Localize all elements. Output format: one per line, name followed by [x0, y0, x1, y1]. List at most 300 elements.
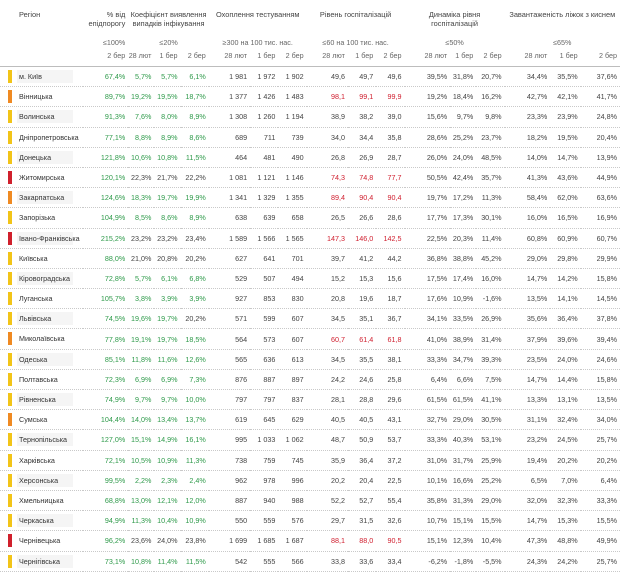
hosp-value: 41,2	[348, 248, 376, 268]
hosp-value: 33,4	[376, 551, 404, 571]
table-row	[0, 87, 620, 107]
hosp-value: 90,4	[376, 188, 404, 208]
test-value: 689	[209, 127, 250, 147]
date-header-dyn-2: 2 бер	[476, 52, 504, 67]
coef-value: 18,7%	[181, 87, 209, 107]
dyn-value: 6,6%	[450, 369, 476, 389]
hosp-value: 28,8	[348, 390, 376, 410]
coef-value: 10,9%	[181, 511, 209, 531]
region-cell	[0, 349, 83, 369]
hosp-value: 31,5	[348, 511, 376, 531]
coef-value: 7,3%	[181, 369, 209, 389]
hosp-value: 40,5	[307, 410, 348, 430]
region-name: Чернігівська	[17, 555, 73, 568]
dyn-value: 29,0%	[450, 410, 476, 430]
status-marker	[8, 474, 12, 487]
dyn-value: -6,2%	[405, 551, 451, 571]
hosp-value: 142,5	[376, 228, 404, 248]
test-value: 759	[250, 450, 278, 470]
hosp-value: 38,2	[348, 107, 376, 127]
region-cell	[0, 369, 83, 389]
test-value: 797	[250, 390, 278, 410]
region-name: Одеська	[17, 353, 73, 366]
status-marker	[8, 252, 12, 265]
hosp-value: 15,6	[376, 268, 404, 288]
oxy-value: 48,8%	[550, 531, 580, 551]
hosp-value: 18,7	[376, 289, 404, 309]
test-value: 1 355	[278, 188, 306, 208]
hosp-value: 34,5	[307, 309, 348, 329]
epi-value: 85,1%	[83, 349, 129, 369]
dyn-value: 25,9%	[476, 450, 504, 470]
table-row	[0, 309, 620, 329]
coef-value: 23,2%	[128, 228, 154, 248]
oxy-condition: ≤65%	[553, 38, 572, 47]
hosp-value: 28,7	[376, 147, 404, 167]
region-cell	[0, 228, 83, 248]
dyn-value: 41,0%	[405, 329, 451, 349]
dyn-value: 9,8%	[476, 107, 504, 127]
hosp-value: 77,7	[376, 167, 404, 187]
coef-value: 16,1%	[181, 430, 209, 450]
status-marker	[8, 292, 12, 305]
coef-value: 10,5%	[128, 450, 154, 470]
dyn-value: 31,0%	[405, 450, 451, 470]
region-cell	[0, 248, 83, 268]
region-name: Полтавська	[19, 374, 58, 384]
oxy-value: 35,6%	[505, 309, 551, 329]
table-row	[0, 490, 620, 510]
test-value: 701	[278, 248, 306, 268]
region-name: Тернопільська	[17, 433, 73, 446]
coef-condition: ≤20%	[159, 38, 178, 47]
epi-condition: ≤100%	[102, 38, 126, 47]
test-value: 641	[250, 248, 278, 268]
status-marker	[8, 232, 12, 245]
region-cell	[0, 531, 83, 551]
test-value: 1 565	[278, 228, 306, 248]
test-value: 876	[209, 369, 250, 389]
oxy-value: 15,8%	[581, 369, 620, 389]
hosp-value: 74,3	[307, 167, 348, 187]
oxy-value: 14,7%	[550, 147, 580, 167]
status-marker	[8, 272, 12, 285]
hosp-value: 53,7	[376, 430, 404, 450]
oxy-value: 16,5%	[550, 208, 580, 228]
hosp-value: 36,4	[348, 450, 376, 470]
oxy-value: 13,5%	[581, 390, 620, 410]
dyn-value: 35,7%	[476, 167, 504, 187]
epi-value: 72,8%	[83, 268, 129, 288]
dyn-value: 33,3%	[405, 349, 451, 369]
oxy-value: 60,9%	[550, 228, 580, 248]
hosp-value: 37,2	[376, 450, 404, 470]
coef-value: 23,4%	[181, 228, 209, 248]
dyn-value: 12,3%	[450, 531, 476, 551]
region-cell	[0, 511, 83, 531]
oxy-value: 42,1%	[550, 87, 580, 107]
coef-value: 3,9%	[154, 289, 180, 309]
table-row	[0, 67, 620, 87]
region-name: Донецька	[17, 151, 73, 164]
hosp-value: 39,0	[376, 107, 404, 127]
date-header-coef-0: 28 лют	[128, 52, 154, 67]
oxy-value: 60,7%	[581, 228, 620, 248]
dyn-value: 26,0%	[405, 147, 451, 167]
hosp-value: 90,4	[348, 188, 376, 208]
table-row	[0, 531, 620, 551]
hosp-value: 88,1	[307, 531, 348, 551]
status-marker	[8, 332, 12, 345]
hosp-value: 55,4	[376, 490, 404, 510]
dyn-value: 7,5%	[476, 369, 504, 389]
dyn-value: 29,0%	[476, 490, 504, 510]
dyn-value: 15,1%	[450, 511, 476, 531]
epi-value: 104,4%	[83, 410, 129, 430]
dyn-value: 17,7%	[405, 208, 451, 228]
oxy-value: 13,3%	[505, 390, 551, 410]
coef-value: 6,1%	[154, 268, 180, 288]
oxy-value: 16,0%	[505, 208, 551, 228]
coef-value: 9,7%	[128, 390, 154, 410]
test-value: 645	[250, 410, 278, 430]
region-name: Сумська	[19, 415, 48, 425]
hosp-value: 25,8	[376, 369, 404, 389]
dyn-value: 48,5%	[476, 147, 504, 167]
status-marker	[8, 514, 12, 527]
coef-value: 2,4%	[181, 470, 209, 490]
table-row	[0, 551, 620, 571]
oxy-value: 36,4%	[550, 309, 580, 329]
region-cell	[0, 208, 83, 228]
test-value: 1 329	[250, 188, 278, 208]
region-name: Миколаївська	[19, 334, 65, 344]
hosp-value: 36,7	[376, 309, 404, 329]
header-oxygen-beds-load: Завантаженість ліжок з киснем	[509, 10, 616, 19]
table-row	[0, 107, 620, 127]
oxy-value: 32,3%	[550, 490, 580, 510]
dyn-value: 61,5%	[405, 390, 451, 410]
coef-value: 20,2%	[181, 248, 209, 268]
dyn-value: 39,3%	[476, 349, 504, 369]
test-value: 555	[250, 551, 278, 571]
hosp-value: 52,2	[307, 490, 348, 510]
test-value: 550	[209, 511, 250, 531]
coef-value: 24,0%	[154, 531, 180, 551]
hosp-value: 60,7	[307, 329, 348, 349]
epi-value: 77,1%	[83, 127, 129, 147]
dyn-value: 6,4%	[405, 369, 451, 389]
oxy-value: 14,0%	[505, 147, 551, 167]
hosp-value: 35,8	[376, 127, 404, 147]
dyn-value: 39,5%	[405, 67, 451, 87]
oxy-value: 47,3%	[505, 531, 551, 551]
hosp-condition: ≤60 на 100 тис. нас.	[322, 38, 389, 47]
test-value: 853	[250, 289, 278, 309]
oxy-value: 15,8%	[581, 268, 620, 288]
dyn-value: 10,1%	[405, 470, 451, 490]
epi-value: 91,3%	[83, 107, 129, 127]
hosp-value: 26,5	[307, 208, 348, 228]
test-value: 638	[209, 208, 250, 228]
coef-value: 12,0%	[181, 490, 209, 510]
coef-value: 21,0%	[128, 248, 154, 268]
table-row	[0, 289, 620, 309]
oxy-value: 16,9%	[581, 208, 620, 228]
region-name: Черкаська	[17, 514, 73, 527]
coef-value: 8,6%	[154, 208, 180, 228]
oxy-value: 15,5%	[581, 511, 620, 531]
test-value: 739	[278, 127, 306, 147]
status-marker	[8, 191, 12, 204]
dyn-value: 11,3%	[476, 188, 504, 208]
region-cell	[0, 430, 83, 450]
status-marker	[8, 454, 12, 467]
dyn-value: 34,1%	[405, 309, 451, 329]
status-marker	[8, 353, 12, 366]
hosp-value: 49,6	[307, 67, 348, 87]
oxy-value: 20,2%	[581, 450, 620, 470]
test-value: 565	[209, 349, 250, 369]
dyn-value: 28,6%	[405, 127, 451, 147]
region-cell	[0, 107, 83, 127]
oxy-value: 62,0%	[550, 188, 580, 208]
dyn-value: 45,2%	[476, 248, 504, 268]
epi-value: 68,8%	[83, 490, 129, 510]
dyn-value: 33,3%	[405, 430, 451, 450]
oxy-value: 14,5%	[581, 289, 620, 309]
epi-value: 94,9%	[83, 511, 129, 531]
date-header-hosp-2: 2 бер	[376, 52, 404, 67]
epi-value: 72,1%	[83, 450, 129, 470]
date-header-test-1: 1 бер	[250, 52, 278, 67]
test-value: 996	[278, 470, 306, 490]
region-cell	[0, 268, 83, 288]
hosp-value: 34,0	[307, 127, 348, 147]
oxy-value: 20,2%	[550, 450, 580, 470]
dyn-value: 16,6%	[450, 470, 476, 490]
dyn-value: 34,7%	[450, 349, 476, 369]
test-value: 978	[250, 470, 278, 490]
hosp-value: 26,6	[348, 208, 376, 228]
oxy-value: 23,2%	[505, 430, 551, 450]
date-header-coef-1: 1 бер	[154, 52, 180, 67]
region-cell	[0, 188, 83, 208]
dyn-value: 32,7%	[405, 410, 451, 430]
test-value: 1 589	[209, 228, 250, 248]
hosp-value: 40,5	[348, 410, 376, 430]
oxy-value: 31,1%	[505, 410, 551, 430]
test-value: 627	[209, 248, 250, 268]
date-header-hosp-0: 28 лют	[307, 52, 348, 67]
test-value: 566	[278, 551, 306, 571]
coef-value: 7,6%	[128, 107, 154, 127]
header-region-spacer	[0, 39, 83, 52]
date-header-test-0: 28 лют	[209, 52, 250, 67]
table-row	[0, 450, 620, 470]
table-row	[0, 228, 620, 248]
coef-value: 19,7%	[154, 309, 180, 329]
coef-value: 20,2%	[181, 309, 209, 329]
oxy-value: 13,1%	[550, 390, 580, 410]
dyn-value: 17,4%	[450, 268, 476, 288]
test-value: 1 685	[250, 531, 278, 551]
oxy-value: 29,9%	[581, 248, 620, 268]
dyn-value: 17,3%	[450, 208, 476, 228]
dyn-value: 30,1%	[476, 208, 504, 228]
dyn-value: 33,5%	[450, 309, 476, 329]
coef-value: 12,6%	[181, 349, 209, 369]
dyn-value: 38,8%	[450, 248, 476, 268]
test-value: 1 308	[209, 107, 250, 127]
test-value: 988	[278, 490, 306, 510]
epi-value: 215,2%	[83, 228, 129, 248]
epi-value: 89,7%	[83, 87, 129, 107]
oxy-value: 49,9%	[581, 531, 620, 551]
oxy-value: 14,2%	[550, 268, 580, 288]
oxy-value: 29,8%	[550, 248, 580, 268]
hosp-value: 35,9	[307, 450, 348, 470]
oxy-value: 24,2%	[550, 551, 580, 571]
dyn-value: 31,8%	[450, 67, 476, 87]
region-cell	[0, 390, 83, 410]
test-value: 887	[250, 369, 278, 389]
hosp-value: 89,4	[307, 188, 348, 208]
coef-value: 23,8%	[181, 531, 209, 551]
status-marker	[8, 131, 12, 144]
hosp-value: 28,1	[307, 390, 348, 410]
hosp-value: 29,6	[376, 390, 404, 410]
hosp-value: 24,6	[348, 369, 376, 389]
test-value: 494	[278, 268, 306, 288]
coef-value: 2,3%	[154, 470, 180, 490]
hosp-value: 24,2	[307, 369, 348, 389]
oxy-value: 44,9%	[581, 167, 620, 187]
dyn-value: -1,6%	[476, 289, 504, 309]
hosp-value: 20,2	[307, 470, 348, 490]
hosp-value: 48,7	[307, 430, 348, 450]
oxy-value: 63,6%	[581, 188, 620, 208]
hosp-value: 50,9	[348, 430, 376, 450]
dyn-value: 38,9%	[450, 329, 476, 349]
test-value: 542	[209, 551, 250, 571]
dyn-value: 41,1%	[476, 390, 504, 410]
region-cell	[0, 490, 83, 510]
coef-value: 9,7%	[154, 390, 180, 410]
hosp-value: 26,8	[307, 147, 348, 167]
status-marker	[8, 534, 12, 547]
status-marker	[8, 171, 12, 184]
region-name: Закарпатська	[17, 191, 73, 204]
oxy-value: 13,5%	[505, 289, 551, 309]
test-value: 573	[250, 329, 278, 349]
dyn-value: 10,7%	[405, 511, 451, 531]
coef-value: 14,9%	[154, 430, 180, 450]
hosp-value: 61,4	[348, 329, 376, 349]
dyn-value: 15,1%	[405, 531, 451, 551]
hosp-value: 90,5	[376, 531, 404, 551]
oxy-value: 6,5%	[505, 470, 551, 490]
status-marker	[8, 110, 12, 123]
epi-value: 74,9%	[83, 390, 129, 410]
test-value: 1 566	[250, 228, 278, 248]
dyn-value: -5,5%	[476, 551, 504, 571]
header-epi-threshold: % від епідпорогу	[88, 10, 126, 28]
date-header-oxy-1: 1 бер	[550, 52, 580, 67]
region-cell	[0, 147, 83, 167]
header-testing-coverage: Охоплення тестуванням	[215, 10, 300, 19]
status-marker	[8, 555, 12, 568]
oxy-value: 32,0%	[505, 490, 551, 510]
coef-value: 12,1%	[154, 490, 180, 510]
coef-value: 15,1%	[128, 430, 154, 450]
table-header	[0, 0, 620, 67]
coef-value: 11,5%	[181, 551, 209, 571]
test-value: 607	[278, 329, 306, 349]
dyn-value: 35,8%	[405, 490, 451, 510]
test-value: 571	[209, 309, 250, 329]
region-name: Херсонська	[17, 474, 73, 487]
hosp-value: 147,3	[307, 228, 348, 248]
test-value: 599	[250, 309, 278, 329]
region-cell	[0, 450, 83, 470]
test-value: 507	[250, 268, 278, 288]
oxy-value: 32,4%	[550, 410, 580, 430]
dyn-value: 20,3%	[450, 228, 476, 248]
coef-value: 10,8%	[128, 551, 154, 571]
oxy-value: 34,0%	[581, 410, 620, 430]
oxy-value: 33,3%	[581, 490, 620, 510]
oxy-value: 18,2%	[505, 127, 551, 147]
coef-value: 13,7%	[181, 410, 209, 430]
epi-value: 121,8%	[83, 147, 129, 167]
oxy-value: 6,4%	[581, 470, 620, 490]
test-value: 1 121	[250, 167, 278, 187]
hosp-value: 38,9	[307, 107, 348, 127]
date-header-oxy-2: 2 бер	[581, 52, 620, 67]
coef-value: 11,5%	[181, 147, 209, 167]
region-name: Чернівецька	[19, 536, 61, 546]
dyn-value: 36,8%	[405, 248, 451, 268]
coef-value: 5,7%	[128, 67, 154, 87]
region-name: Київська	[19, 253, 48, 263]
hosp-value: 19,6	[348, 289, 376, 309]
coef-value: 19,1%	[128, 329, 154, 349]
coef-value: 6,9%	[128, 369, 154, 389]
dyn-value: 15,5%	[476, 511, 504, 531]
status-marker	[8, 151, 12, 164]
region-name: Кіровоградська	[17, 272, 73, 285]
hosp-value: 33,6	[348, 551, 376, 571]
coef-value: 5,7%	[154, 67, 180, 87]
coef-value: 8,6%	[181, 127, 209, 147]
table-body	[0, 67, 620, 572]
hosp-value: 44,2	[376, 248, 404, 268]
region-name: Житомирська	[19, 172, 65, 182]
region-name: Запорізька	[19, 213, 56, 223]
epi-value: 88,0%	[83, 248, 129, 268]
region-name: Волинська	[17, 110, 73, 123]
coef-value: 19,6%	[128, 309, 154, 329]
oxy-value: 14,7%	[505, 268, 551, 288]
region-cell	[0, 309, 83, 329]
hosp-value: 38,1	[376, 349, 404, 369]
coef-value: 3,8%	[128, 289, 154, 309]
coef-value: 10,8%	[154, 147, 180, 167]
status-marker	[8, 494, 12, 507]
epi-value: 120,1%	[83, 167, 129, 187]
test-value: 830	[278, 289, 306, 309]
